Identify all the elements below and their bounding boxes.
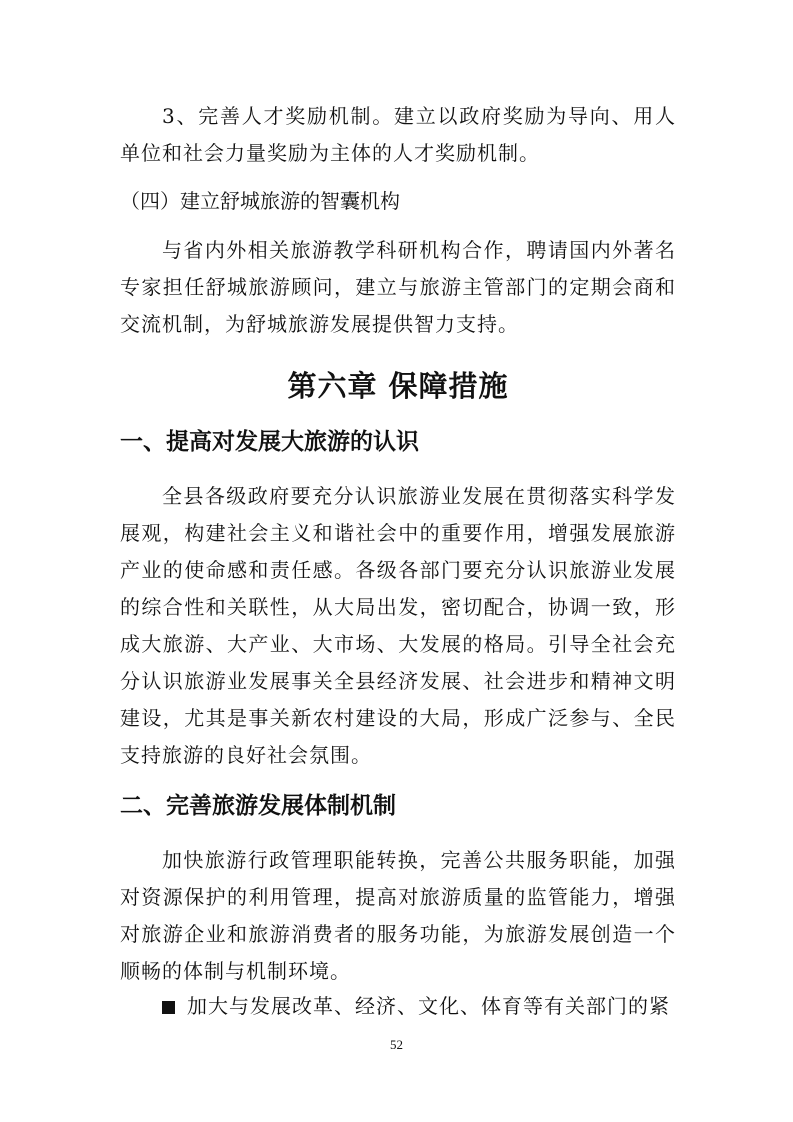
paragraph-system: 加快旅游行政管理职能转换，完善公共服务职能，加强对资源保护的利用管理，提高对旅游质量的监管能力，增强对旅游企业和旅游消费者的服务功能，为旅游发展创造一个顺畅的体制与机制环境。 [120,848,676,983]
paragraph-think-tank: 与省内外相关旅游教学科研机构合作，聘请国内外著名专家担任舒城旅游顾问，建立与旅游主管部门的定期会商和交流机制，为舒城旅游发展提供智力支持。 [120,238,676,336]
bullet-item [120,988,676,1025]
bullet-item-text: 加大与发展改革、经济、文化、体育等有关部门的紧 [187,994,670,1018]
sub-heading-think-tank: （四）建立舒城旅游的智囊机构 [120,189,400,213]
section-heading-system: 二、完善旅游发展体制机制 [120,793,396,819]
section-heading-awareness: 一、提高对发展大旅游的认识 [120,429,419,455]
paragraph-awareness: 全县各级政府要充分认识旅游业发展在贯彻落实科学发展观，构建社会主义和谐社会中的重要作用，增强发展旅游产业的使命感和责任感。各级各部门要充分认识旅游业发展的综合性和关联性，从大局出发，密切配合，协调一致，形成大旅游、大产业、大市场、大发展的格局。引导全社会充分认识旅游业发展事关全县经济发展、社会进步和精神文明建设，尤其是事关新农村建设的大局，形成广泛参与、全民支持旅游的良好社会氛围。 [120,484,676,767]
chapter-title: 第六章 保障措施 [287,369,509,403]
page-number: 52 [390,1037,403,1052]
square-bullet-icon [162,1001,175,1014]
paragraph-talent-reward: 3、完善人才奖励机制。建立以政府奖励为导向、用人单位和社会力量奖励为主体的人才奖励机制。 [120,104,676,165]
